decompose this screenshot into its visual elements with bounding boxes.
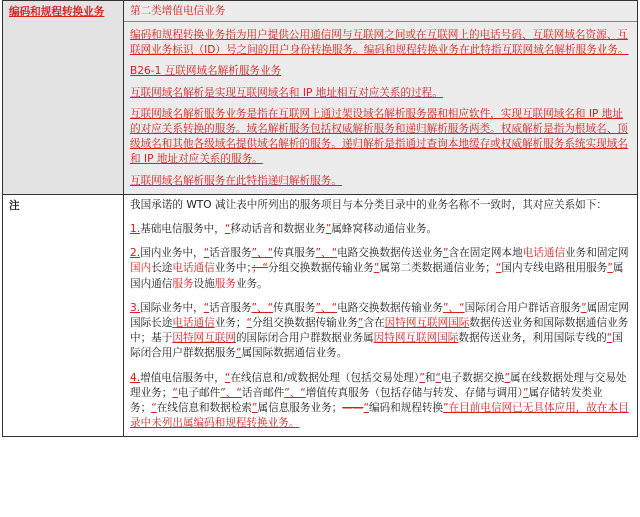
definition-paragraph: 编码和规程转换业务指为用户提供公用通信网与互联网之间或在互联网上的电话号码、互联网域名资源、互联网业务标识（ID）号之间的用户身份转换服务。编码和规程转换业务在此特指互联网域名解析服务业务。	[130, 29, 629, 57]
classification-table	[2, 0, 638, 437]
row-label-text: 编码和规程转换业务	[9, 6, 105, 18]
table-row-notes	[3, 194, 638, 437]
category-heading: 第二类增值电信业务	[124, 1, 637, 22]
note-item-4: 4.增值电信服务中，“在线信息和/或数据处理（包括交易处理）”和“电子数据交换”属在线数据处理与交易处理业务；“电子邮件”、“话音邮件”、“增值传真服务（包括存储与转发、存储与调用）”属存储转发类业务；“在线信息和数据检索”属信息服务业务；——“编码和规程转换”在目前电信网已无具体应用，故在本目录中未列出属编码和规程转换业务。	[130, 371, 629, 430]
note-item-1: 1.基础电信服务中，“移动话音和数据业务”属蜂窝移动通信业务。	[130, 223, 438, 236]
row-label-code-conversion	[3, 1, 124, 195]
note-item-2: 2.国内业务中，“话音服务”、“传真服务”、“电路交换数据传送业务”含在固定网本地电话通信业务和固定网国内长途电话通信业务中；；“分组交换数据传输业务”属第二类数据通信业务；“国内专线电路租用服务”属国内通信服务设施服务业务。	[130, 247, 629, 290]
subcategory-heading: B26-1 互联网域名解析服务业务	[130, 65, 282, 78]
note-item-3: 3.国际业务中，“话音服务”、“传真服务”、“电路交换数据传输业务”、“国际闭合用户群话音服务”属固定网国际长途电话通信业务；“分组交换数据传输业务”含在因特网互联网国际数据传送业务和国际数据通信业务中；基于因特网互联网的国际闭合用户群数据业务属因特网互联网国际数据传送业务，利用国际专线的“国际闭合用户群数据服务”属国际数据通信业务。	[130, 301, 629, 360]
dns-service-paragraph: 互联网域名解析服务业务是指在互联网上通过架设域名解析服务器和相应软件，实现互联网域名和 IP 地址的对应关系转换的服务。域名解析服务包括权威解析服务和递归解析服务两类。权威解析是指为根域名、顶级域名和其他各级域名提供域名解析的服务。递归解析是指通过查询本地缓存或权威解析服务系统实现域名和 IP 地址对应关系的服务。	[130, 107, 628, 166]
recursive-note-paragraph: 互联网域名解析服务在此特指递归解析服务。	[130, 174, 342, 187]
dns-definition-paragraph: 互联网域名解析是实现互联网域名和 IP 地址相互对应关系的过程。	[130, 86, 443, 99]
row-content-notes	[124, 194, 638, 437]
table-row-code-conversion	[3, 1, 638, 195]
row-content-code-conversion	[124, 1, 638, 195]
row-label-notes	[3, 194, 124, 437]
notes-label-text: 注	[9, 199, 20, 212]
notes-intro: 我国承诺的 WTO 减让表中所列出的服务项目与本分类目录中的业务名称不一致时，其对应关系如下：	[130, 198, 607, 211]
